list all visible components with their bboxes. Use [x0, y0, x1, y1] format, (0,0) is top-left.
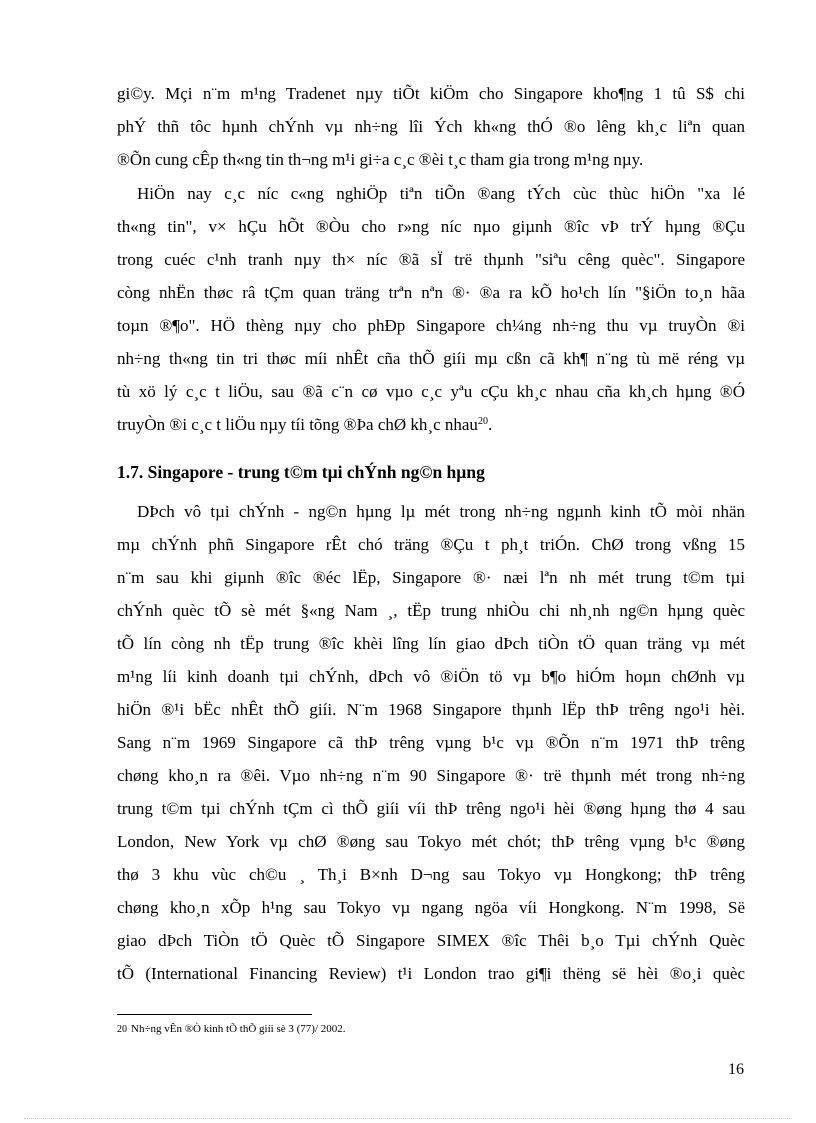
paragraph-line: London, New York vµ chØ ®øng sau Tokyo mét chót; thÞ trêng vµng b¹c ®øng — [117, 832, 745, 851]
paragraph-line: chøng kho¸n ra ®êi. Vµo nh÷ng n¨m 90 Singapore ®· trë thµnh mét trong nh÷ng — [117, 766, 745, 785]
paragraph-line: hiÖn ®¹i bËc nhÊt thÕ giíi. N¨m 1968 Singapore thµnh lËp thÞ trêng ngo¹i hèi. — [117, 700, 745, 719]
page-bottom-divider — [24, 1118, 792, 1119]
paragraph-line: nh÷ng th«ng tin tri thøc míi nhÊt cña thÕ giíi mµ cßn cã kh¶ n¨ng tù më réng vµ — [117, 349, 745, 368]
paragraph-line: gi©y. Mçi n¨m m¹ng Tradenet nµy tiÕt kiÖm cho Singapore kho¶ng 1 tû S$ chi — [117, 84, 745, 103]
paragraph-3 — [117, 495, 745, 990]
footnote-divider — [117, 1014, 312, 1015]
page-number: 16 — [728, 1061, 744, 1078]
paragraph-line: tù xö lý c¸c t liÖu, sau ®ã c¨n cø vµo c¸c yªu cÇu kh¸c nhau cña kh¸ch hµng ®Ó — [117, 382, 745, 401]
paragraph-line: n¨m sau khi giµnh ®îc ®éc lËp, Singapore ®· næi lªn nh mét trung t©m tµi — [117, 568, 745, 587]
footnote-number: 20 — [117, 1024, 127, 1035]
paragraph-line: trong cuéc c¹nh tranh nµy th× níc ®ã sÏ trë thµnh "siªu cêng quèc". Singapore — [117, 250, 745, 269]
paragraph-last-line: truyÒn ®i c¸c t liÖu nµy tíi tõng ®Þa chØ kh¸c nhau$^{20}$. — [117, 415, 493, 434]
paragraph-line: m¹ng líi kinh doanh tµi chÝnh, dÞch vô ®iÖn tö vµ b¶o hiÓm hoµn chØnh vµ — [117, 667, 745, 686]
paragraph-line: mµ chÝnh phñ Singapore rÊt chó träng ®Çu t ph¸t triÓn. ChØ trong vßng 15 — [117, 535, 745, 554]
paragraph-line: phÝ thñ tôc hµnh chÝnh vµ nh÷ng lîi Ých kh«ng thÓ ®o lêng kh¸c liªn quan — [117, 117, 745, 136]
footnote — [117, 1022, 346, 1037]
section-heading: 1.7. Singapore - trung t©m tµi chÝnh ng©n hµng — [117, 462, 485, 482]
paragraph-line: giao dÞch TiÒn tÖ Quèc tÕ Singapore SIMEX ®îc Thêi b¸o Tµi chÝnh Quèc — [117, 931, 745, 950]
paragraph-line: tÕ (International Financing Review) t¹i London trao gi¶i thëng së hèi ®o¸i quèc — [117, 964, 745, 983]
paragraph-line: thø 3 khu vùc ch©u ¸ Th¸i B×nh D¬ng sau Tokyo vµ Hongkong; thÞ trêng — [117, 865, 745, 884]
paragraph-line: toµn ®¶o". HÖ thèng nµy cho phÐp Singapore ch¼ng nh÷ng thu vµ truyÒn ®i — [117, 316, 745, 335]
paragraph-line: ®Õn cung cÊp th«ng tin th¬ng m¹i gi÷a c¸c ®èi t¸c tham gia trong m¹ng nµy. — [117, 150, 644, 169]
paragraph-line: th«ng tin", v× hÇu hÕt ®Òu cho r»ng níc nµo giµnh ®îc vÞ trÝ hµng ®Çu — [117, 217, 745, 236]
paragraph-line: tÕ lín còng nh tËp trung ®îc khèi lîng lín giao dÞch tiÒn tÖ quan träng vµ mét — [117, 634, 745, 653]
paragraph-line: chøng kho¸n xÕp h¹ng sau Tokyo vµ ngang ngöa víi Hongkong. N¨m 1998, Së — [117, 898, 745, 917]
paragraph-2 — [117, 177, 745, 441]
paragraph-line: trung t©m tµi chÝnh tÇm cì thÕ giíi víi thÞ trêng ngo¹i hèi ®øng hµng thø 4 sau — [117, 799, 745, 818]
paragraph-line: chÝnh quèc tÕ sè mét §«ng Nam ¸, tËp trung nhiÒu chi nh¸nh ng©n hµng quèc — [117, 601, 745, 620]
paragraph-line: HiÖn nay c¸c níc c«ng nghiÖp tiªn tiÕn ®ang tÝch cùc thùc hiÖn "xa lé — [137, 184, 745, 203]
footnote-reference[interactable]: 20 — [477, 416, 488, 427]
paragraph-line: DÞch vô tµi chÝnh - ng©n hµng lµ mét trong nh÷ng ngµnh kinh tÕ mòi nhän — [137, 502, 745, 521]
paragraph-line: Sang n¨m 1969 Singapore cã thÞ trêng vµng b¹c vµ ®Õn n¨m 1971 thÞ trêng — [117, 733, 745, 752]
paragraph-1 — [117, 77, 745, 176]
footnote-text: Nh÷ng vÊn ®Ò kinh tÕ thÕ giíi sè 3 (77)/ 2002. — [131, 1023, 346, 1035]
paragraph-line: còng nhËn thøc râ tÇm quan träng trªn nªn ®· ®a ra kÕ ho¹ch lín "§iÖn to¸n hãa — [117, 283, 745, 302]
paragraph-line-text: truyÒn ®i c¸c t liÖu nµy tíi tõng ®Þa chØ kh¸c nhau — [117, 415, 478, 434]
